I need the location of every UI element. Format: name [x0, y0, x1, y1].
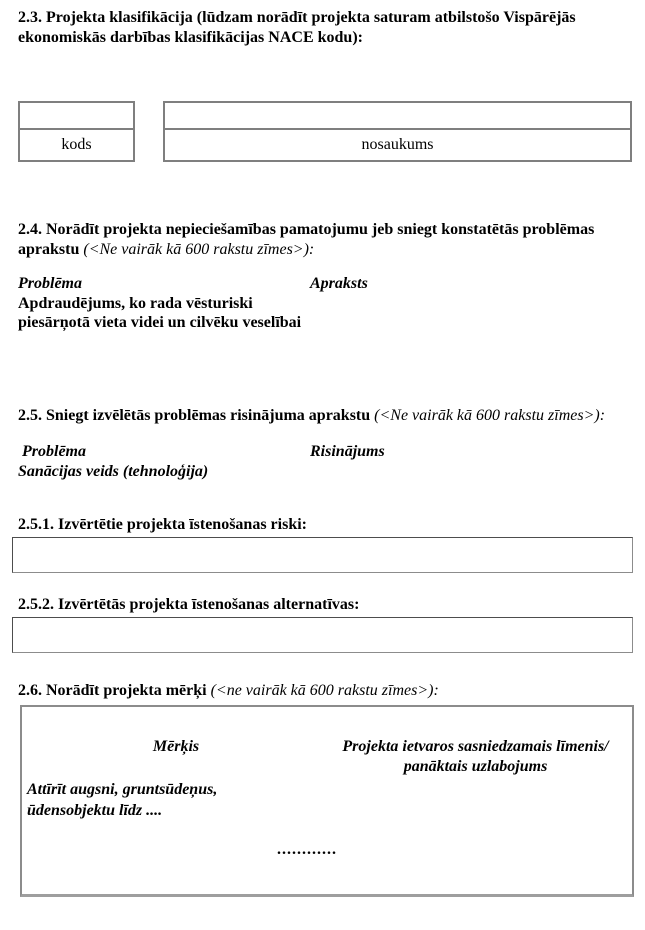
- section-2-3-heading: 2.3. Projekta klasifikācija (lūdzam norādīt projekta saturam atbilstošo Vispārējās ekonomiskās darbības klasifikācijas NACE kodu):: [18, 9, 576, 46]
- riski-input-box[interactable]: [12, 537, 633, 573]
- section-2-6-heading: [18, 681, 632, 701]
- merkis-header: Mērķis: [152, 738, 200, 755]
- goal-description: Attīrīt augsni, gruntsūdeņus, ūdensobjektu līdz ....: [27, 781, 218, 819]
- section-2-5-heading-note: (<Ne vairāk kā 600 rakstu zīmes>):: [374, 407, 606, 424]
- nosaukums-input-cell[interactable]: [165, 103, 630, 130]
- problem-description-2-4: Apdraudējums, ko rada vēsturiski piesārņotā vieta videi un cilvēku veselībai: [18, 295, 302, 331]
- merki-box[interactable]: [20, 705, 634, 897]
- section-2-5-column-headers: [18, 442, 632, 462]
- section-2-4-heading-note: (<Ne vairāk kā 600 rakstu zīmes>):: [83, 241, 315, 258]
- kods-input-cell[interactable]: [20, 103, 133, 130]
- section-2-4-heading: [18, 220, 632, 260]
- nace-tables: [18, 101, 632, 162]
- apraksts-header: Apraksts: [310, 275, 368, 292]
- problem-description-2-5: Sanācijas veids (tehnoloģija): [18, 463, 209, 480]
- section-2-5-2-heading: 2.5.2. Izvērtētās projekta īstenošanas alternatīvas:: [18, 596, 360, 613]
- goal-dots-placeholder: ............: [277, 841, 337, 858]
- section-2-4-heading-bold: 2.4. Norādīt projekta nepieciešamības pamatojumu jeb sniegt konstatētās problēmas aprakstu: [18, 221, 595, 258]
- section-2-5-1-heading: 2.5.1. Izvērtētie projekta īstenošanas riski:: [18, 516, 307, 533]
- kods-label: kods: [61, 136, 92, 153]
- alternativas-input-box[interactable]: [12, 617, 633, 653]
- problema-header-2-5: Problēma: [22, 443, 86, 460]
- nosaukums-label: nosaukums: [361, 136, 434, 153]
- section-2-6-heading-bold: 2.6. Norādīt projekta mērķi: [18, 682, 207, 699]
- kods-table: [18, 101, 135, 162]
- section-2-5-heading: [18, 406, 632, 426]
- problema-header-2-4: Problēma: [18, 275, 82, 292]
- limenis-header: Projekta ietvaros sasniedzamais līmenis/ panāktais uzlabojums: [342, 738, 609, 775]
- nosaukums-table: [163, 101, 632, 162]
- merki-column-headers: [27, 737, 626, 777]
- risinajums-header: Risinājums: [310, 443, 385, 460]
- section-2-5-heading-bold: 2.5. Sniegt izvēlētās problēmas risinājuma aprakstu: [18, 407, 371, 424]
- section-2-4-column-headers: [18, 274, 632, 294]
- section-2-6-heading-note: (<ne vairāk kā 600 rakstu zīmes>):: [210, 682, 439, 699]
